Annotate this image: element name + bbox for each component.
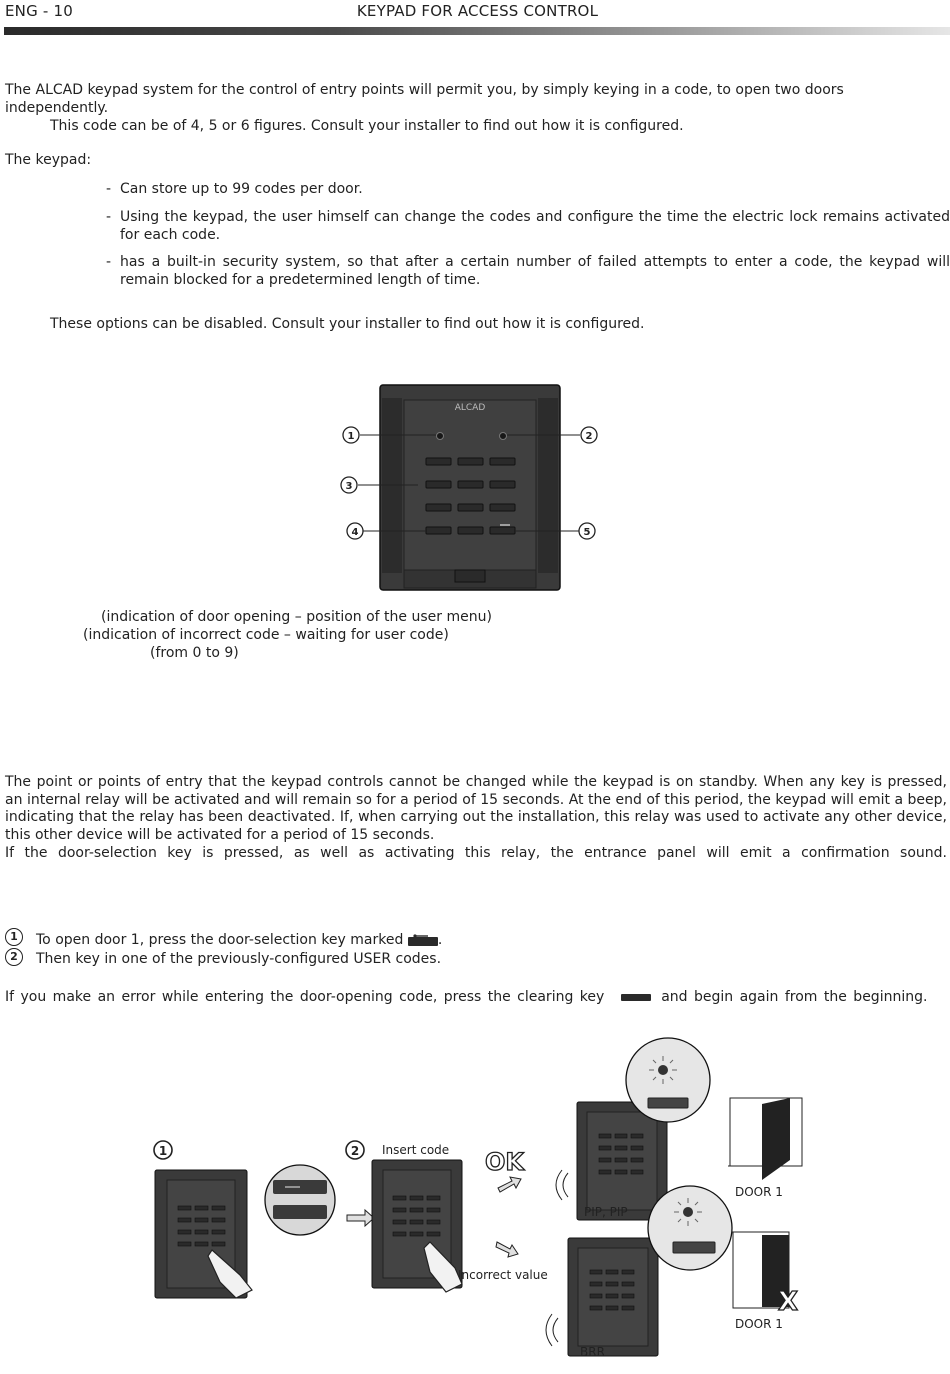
step-1-text: [36, 932, 442, 950]
page-number: ENG - 10: [5, 2, 73, 20]
diagram-step-1: 1: [158, 1144, 168, 1158]
bullet-dash: -: [106, 181, 112, 197]
zoom-bubble-fail: [648, 1186, 732, 1270]
zoom-bubble-success: [626, 1038, 710, 1122]
bullet-text: Can store up to 99 codes per door.: [120, 181, 363, 197]
legend-line-1: (indication of door opening – position of the user menu): [101, 609, 492, 625]
step-2-badge: 2: [5, 948, 23, 966]
standby-line-2: an internal relay will be activated and will remain so for a period of 15 seconds. At the end of this period, the keypad will emit a beep,: [5, 792, 947, 808]
callout-1-label: 1: [347, 431, 355, 442]
keypad-figure: [330, 380, 610, 595]
error-text-a: If you make an error while entering the door-opening code, press the clearing key: [5, 989, 605, 1005]
error-text-b: and begin again from the beginning.: [661, 989, 928, 1005]
door-1-top-label: DOOR 1: [735, 1185, 783, 1199]
bullet-dash: -: [106, 209, 112, 225]
options-paragraph: These options can be disabled. Consult your installer to find out how it is configured.: [50, 316, 645, 332]
led-left: [437, 433, 444, 440]
callout-5-label: 5: [583, 527, 591, 538]
door-1-bottom-label: DOOR 1: [735, 1317, 783, 1331]
incorrect-value-label: Incorrect value: [458, 1268, 548, 1282]
clear-key-icon: [621, 993, 651, 1002]
led-right: [500, 433, 507, 440]
callout-4-label: 4: [351, 527, 359, 538]
arrow-incorrect: [496, 1242, 518, 1257]
zoom-bubble-1: [265, 1165, 335, 1235]
pip-label: PIP, PIP: [584, 1205, 628, 1219]
keypad-fail: [568, 1238, 658, 1356]
legend-line-3: (from 0 to 9): [150, 645, 239, 661]
step-1-label: To open door 1, press the door-selection key marked: [36, 932, 404, 948]
insert-code-label: Insert code: [382, 1143, 450, 1157]
led-error: [683, 1207, 693, 1217]
keypad-heading: The keypad:: [5, 152, 92, 168]
bullet-item: [106, 254, 950, 290]
x-mark: X: [777, 1287, 799, 1317]
step-1-badge: 1: [5, 928, 23, 946]
led-on: [658, 1065, 668, 1075]
error-paragraph: [5, 989, 947, 1007]
bullet-item: [106, 209, 950, 245]
bullet-item: [106, 181, 950, 199]
arrow-right: [347, 1210, 374, 1226]
bullet-text: Using the keypad, the user himself can change the codes and configure the time the electric lock remains activated for each code.: [120, 209, 950, 243]
legend-line-2: (indication of incorrect code – waiting for user code): [83, 627, 449, 643]
step-1-end: .: [437, 932, 443, 948]
intro-paragraph: The ALCAD keypad system for the control of entry points will permit you, by simply keying in a code, to open two doors independently.: [5, 82, 844, 116]
code-length-paragraph: This code can be of 4, 5 or 6 figures. Consult your installer to find out how it is configured.: [50, 118, 684, 134]
page-title: KEYPAD FOR ACCESS CONTROL: [356, 2, 599, 20]
standby-line-3: indicating that the relay has been deactivated. If, when carrying out the installation, this relay was used to activate any other device,: [5, 809, 947, 825]
door-key-icon: [408, 934, 438, 946]
brr-label: BRR: [580, 1345, 605, 1359]
standby-line-4: this other device will be activated for a period of 15 seconds.: [5, 827, 435, 843]
keypad-step-2: [372, 1160, 462, 1292]
callout-3-label: 3: [345, 481, 353, 492]
ok-label: OK: [485, 1148, 524, 1176]
bullet-text: has a built-in security system, so that after a certain number of failed attempts to enter a code, the keypad will remain blocked for a predetermined length of time.: [120, 254, 950, 288]
confirmation-paragraph: If the door-selection key is pressed, as well as activating this relay, the entrance panel will emit a confirmation sound.: [5, 845, 947, 861]
header-rule: [4, 27, 950, 35]
door-open: [728, 1098, 802, 1180]
standby-line-1: The point or points of entry that the keypad controls cannot be changed while the keypad is on standby. When any key is pressed,: [5, 774, 947, 790]
brand-logo: ALCAD: [454, 403, 486, 413]
step-2-text: Then key in one of the previously-configured USER codes.: [36, 951, 442, 967]
opening-sequence-diagram: [140, 1020, 840, 1365]
arrow-ok: [498, 1177, 521, 1192]
diagram-step-2: 2: [350, 1144, 360, 1158]
bullet-dash: -: [106, 254, 112, 270]
callout-2-label: 2: [585, 431, 593, 442]
